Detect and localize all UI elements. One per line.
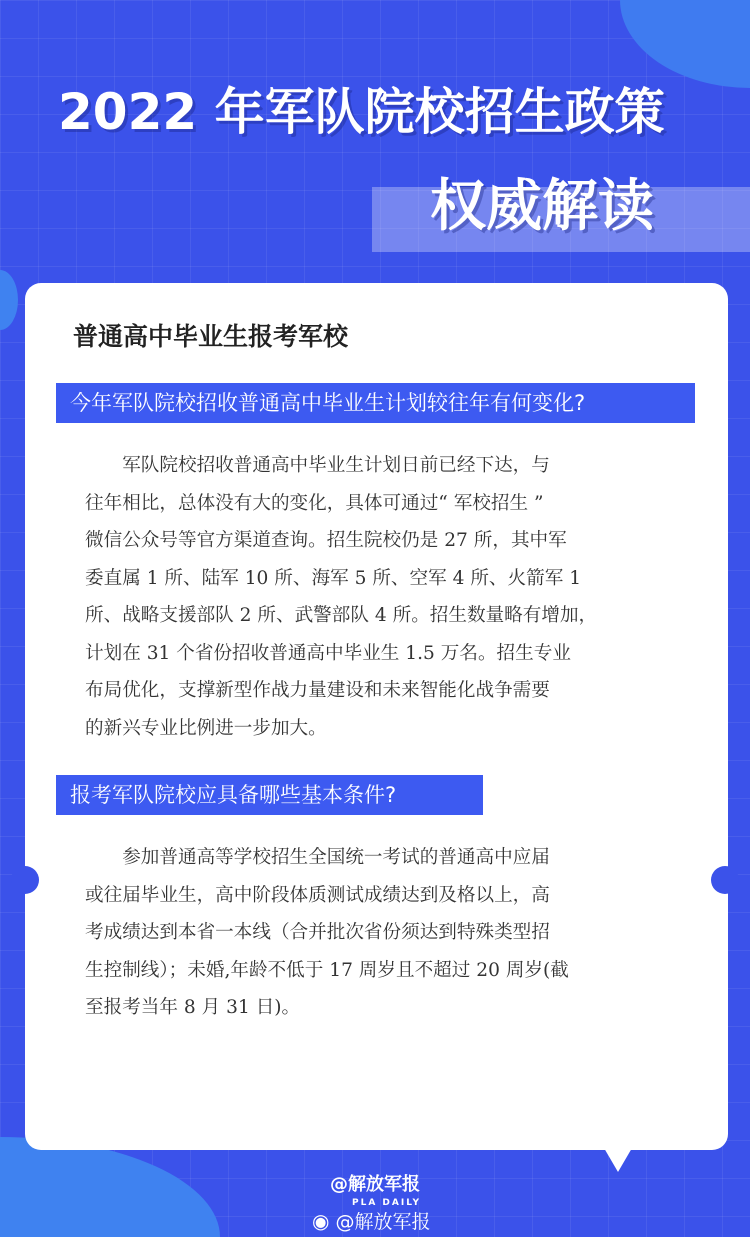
text-line: 至报考当年 8 月 31 日)。 [85, 997, 301, 1018]
text-line: 军队院校招收普通高中毕业生计划日前已经下达，与 [85, 455, 550, 476]
decorative-circle [0, 1137, 220, 1237]
text-line: 参加普通高等学校招生全国统一考试的普通高中应届 [85, 847, 550, 868]
page-subtitle: 权威解读 [430, 174, 654, 239]
text-line: 或往届毕业生，高中阶段体质测试成绩达到及格以上，高 [85, 884, 550, 906]
weibo-handle: @解放军报 [335, 1211, 431, 1233]
page-title: 2022 年军队院校招生政策 [58, 83, 665, 141]
section-heading: 普通高中毕业生报考军校 [73, 322, 349, 351]
card-notch-right [711, 866, 739, 894]
logo-text: @解放军报 [330, 1174, 420, 1195]
text-line: 的新兴专业比例进一步加大。 [85, 717, 327, 739]
logo-subtext: PLA DAILY [352, 1198, 422, 1208]
text-line: 微信公众号等官方渠道查询。招生院校仍是 27 所，其中军 [85, 530, 567, 551]
answer-2 [85, 839, 705, 1027]
answer-1 [85, 447, 705, 747]
text-line: 计划在 31 个省份招收普通高中毕业生 1.5 万名。招生专业 [85, 642, 571, 664]
speech-tail [604, 1148, 632, 1172]
text-line: 委直属 1 所、陆军 10 所、海军 5 所、空军 4 所、火箭军 1 [85, 567, 582, 589]
question-bar-1: 今年军队院校招收普通高中毕业生计划较往年有何变化? [56, 383, 695, 423]
content-card [25, 283, 728, 1150]
text-line: 往年相比，总体没有大的变化，具体可通过“ 军校招生 ” [85, 492, 544, 514]
text-line: 生控制线）；未婚,年龄不低于 17 周岁且不超过 20 周岁(截 [85, 959, 569, 981]
card-notch-left [11, 866, 39, 894]
text-line: 布局优化，支撑新型作战力量建设和未来智能化战争需要 [85, 680, 550, 701]
weibo-icon: ◉ [312, 1209, 330, 1233]
text-line: 考成绩达到本省一本线（合并批次省份须达到特殊类型招 [85, 922, 550, 943]
question-bar-2: 报考军队院校应具备哪些基本条件? [56, 775, 483, 815]
decorative-circle [0, 270, 18, 330]
weibo-watermark [312, 1207, 431, 1234]
text-line: 所、战略支援部队 2 所、武警部队 4 所。招生数量略有增加， [85, 605, 598, 626]
